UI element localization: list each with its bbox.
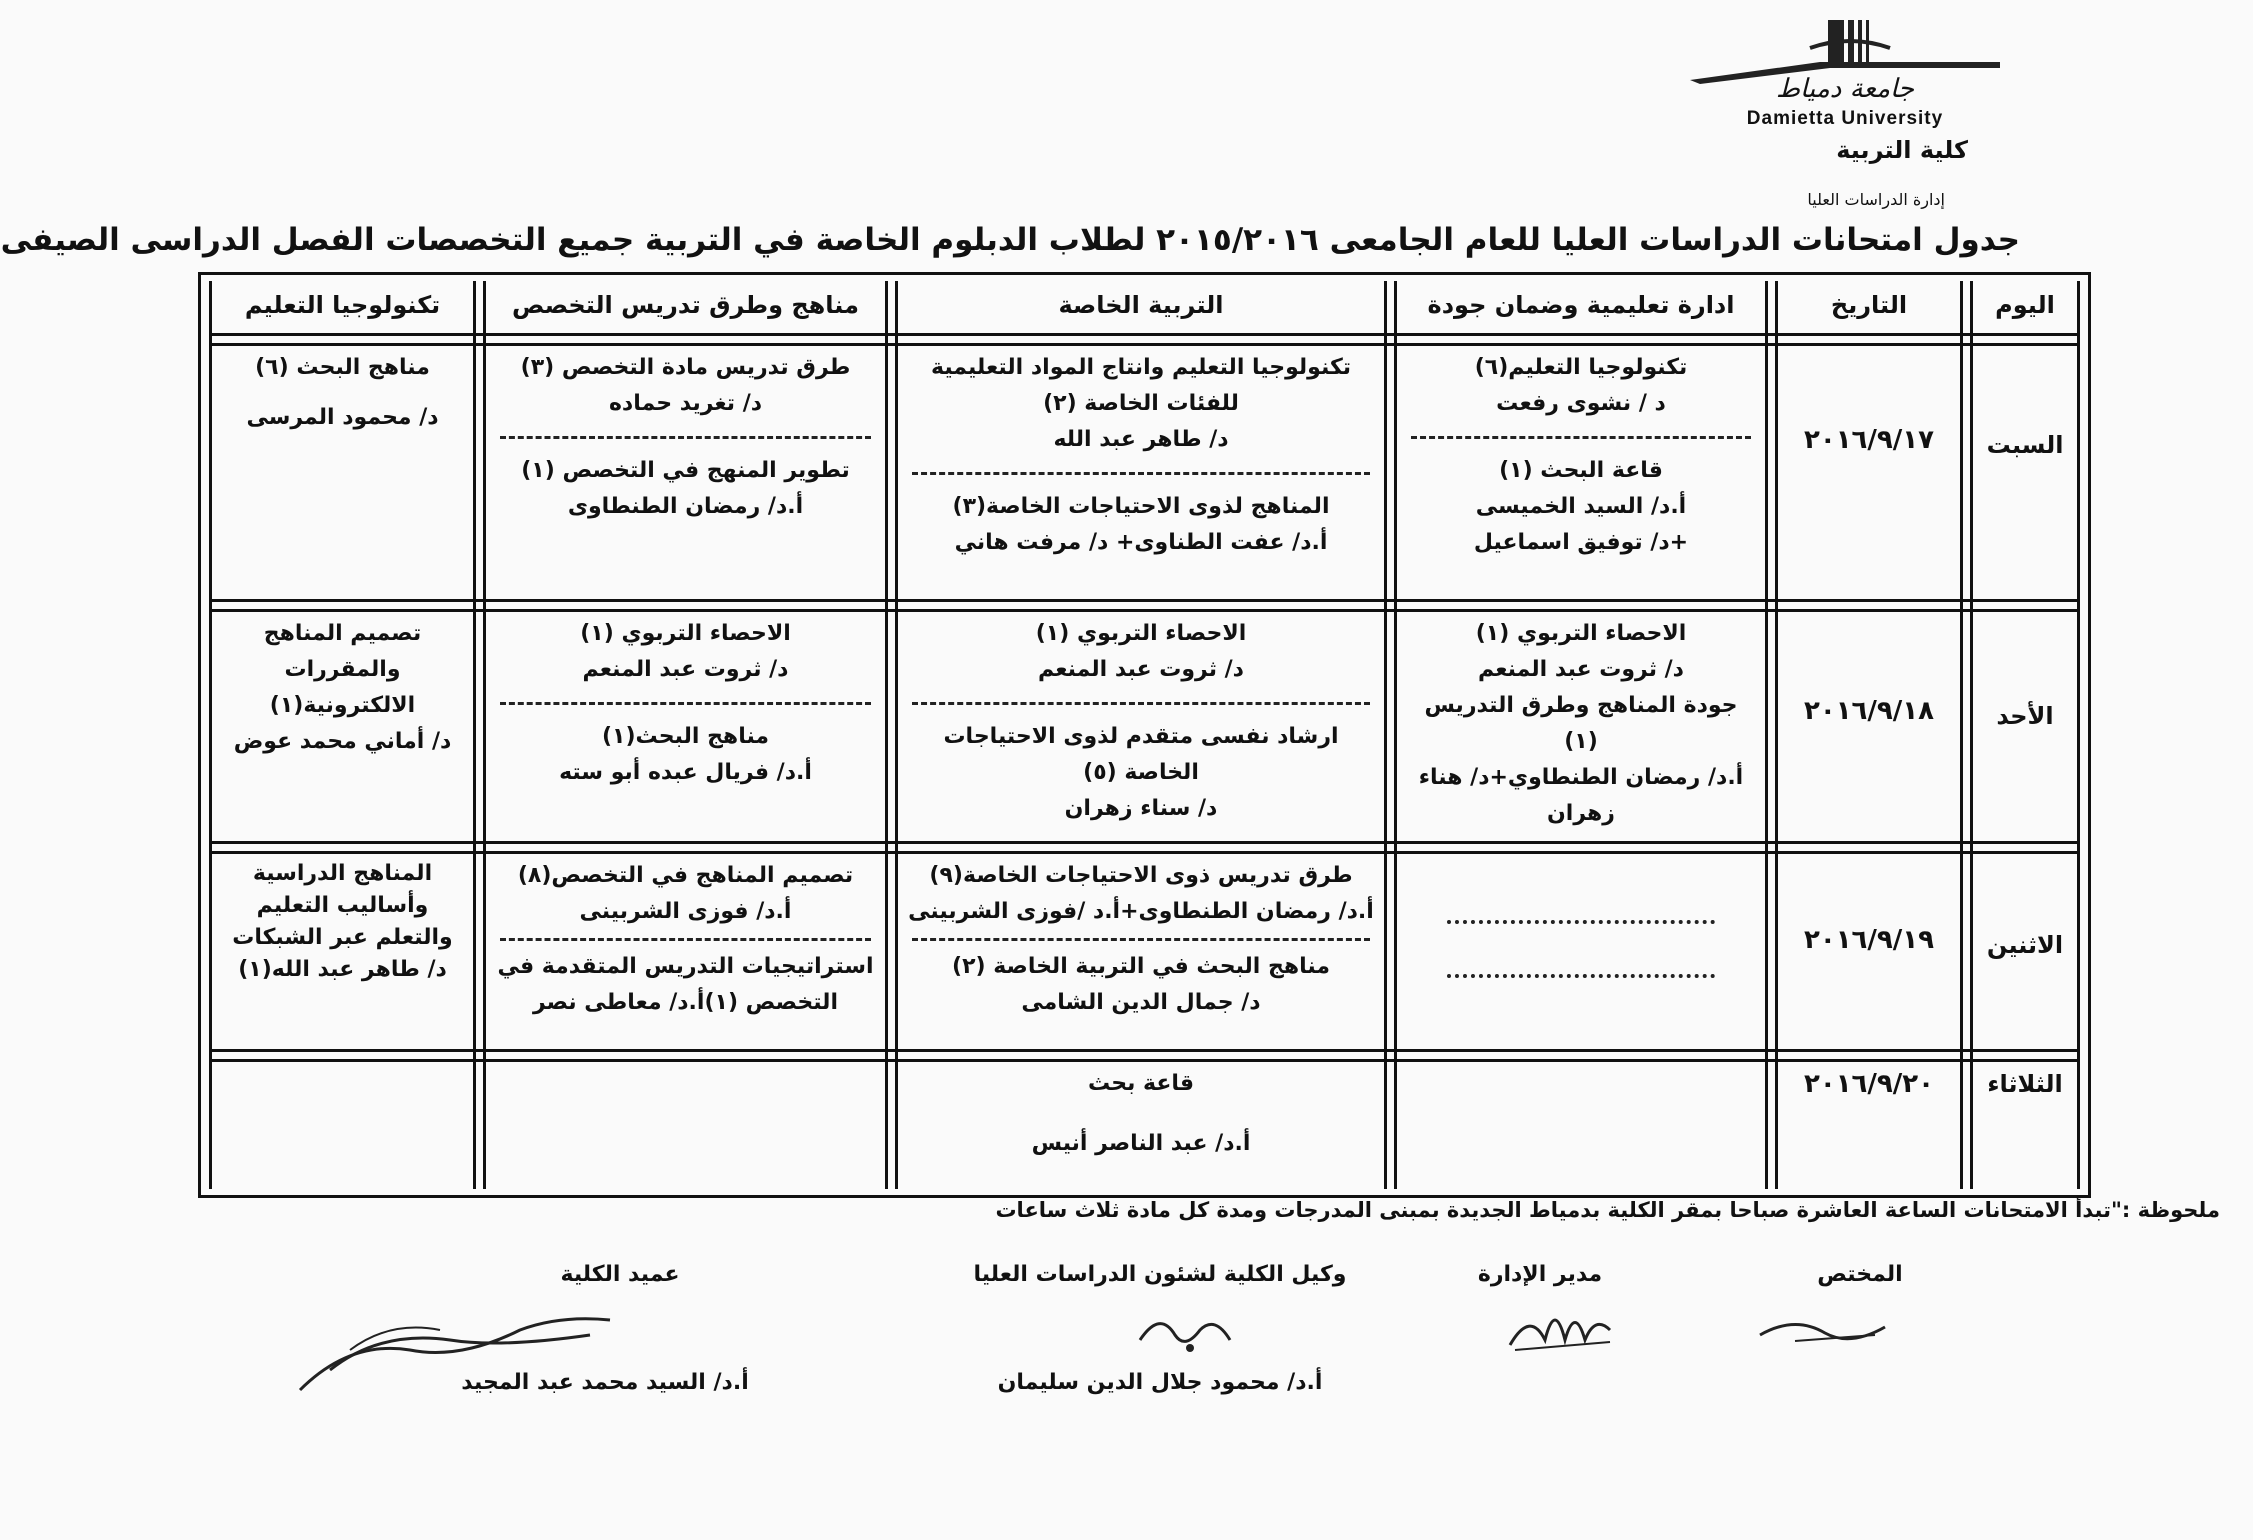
divider — [1411, 436, 1751, 439]
exam-subject: تصميم المناهج في التخصص(٨) — [517, 863, 854, 888]
exam-subject: مناهج البحث(١) — [601, 724, 770, 749]
dean-title: عميد الكلية — [560, 1262, 680, 1287]
dean-signature-icon — [290, 1300, 620, 1410]
exam-instructor: +د/ توفيق اسماعيل — [1473, 530, 1689, 555]
exam-instructor: أ.د/ فريال عبده أبو سته — [559, 760, 812, 785]
university-logo — [1690, 14, 2000, 129]
logo-arabic-text: جامعة دمياط — [1776, 74, 1914, 104]
header-day: اليوم — [1995, 291, 2055, 319]
exam-note: ملحوظة :"تبدأ الامتحانات الساعة العاشرة صباحا بمقر الكلية بدمياط الجديدة بمبنى المدرجات ومدة كل مادة ثلاث ساعات — [995, 1198, 2220, 1222]
divider — [912, 702, 1370, 705]
day-tuesday: الثلاثاء — [1987, 1070, 2063, 1098]
exam-cell — [212, 612, 473, 841]
exam-instructor: أ.د/ رمضان الطنطاوى+أ.د /فوزى الشربينى — [908, 899, 1374, 924]
vice-dean-title: وكيل الكلية لشئون الدراسات العليا — [973, 1262, 1347, 1287]
exam-cell — [212, 346, 473, 599]
exam-cell-empty — [486, 1062, 885, 1189]
divider — [500, 938, 871, 941]
exam-cell-empty — [1397, 1062, 1765, 1189]
day-monday: الاثنين — [1986, 931, 2064, 959]
exam-cell — [1397, 612, 1765, 841]
day-saturday: السبت — [1986, 431, 2064, 459]
exam-subject: تكنولوجيا التعليم وانتاج المواد التعليمية للفئات الخاصة (٢) — [930, 355, 1351, 416]
exam-instructor: أ.د/ عفت الطناوى+ د/ مرفت هاني — [954, 530, 1328, 555]
header-date: التاريخ — [1830, 291, 1908, 319]
exam-instructor: أ.د/ عبد الناصر أنيس — [1031, 1131, 1251, 1156]
page-title: جدول امتحانات الدراسات العليا للعام الجامعى ٢٠١٥/٢٠١٦ لطلاب الدبلوم الخاصة في التربية جميع التخصصات الفصل الدراسى الصيفى — [0, 222, 2020, 258]
exam-instructor: د/ طاهر عبد الله(١) — [238, 957, 447, 982]
exam-subject: تصميم المناهج والمقررات الالكترونية(١) — [263, 621, 422, 718]
exam-cell-empty — [1397, 854, 1765, 1049]
exam-subject: طرق تدريس ذوى الاحتياجات الخاصة(٩) — [929, 863, 1353, 888]
divider — [500, 436, 871, 439]
day-sunday: الأحد — [1996, 702, 2054, 730]
specialist-title: المختص — [1817, 1262, 1903, 1287]
exam-cell — [898, 1062, 1384, 1189]
exam-subject: مناهج البحث (٦) — [255, 355, 430, 380]
exam-cell — [486, 854, 885, 1049]
exam-subject: المناهج الدراسية وأساليب التعليم والتعلم عبر الشبكات — [232, 861, 453, 950]
specialist-signature-icon — [1755, 1305, 1895, 1355]
exam-instructor: د/ ثروت عبد المنعم — [582, 657, 789, 682]
exam-instructor: د/ محمود المرسى — [246, 405, 439, 430]
vice-dean-name: أ.د/ محمود جلال الدين سليمان — [997, 1370, 1323, 1395]
exam-cell — [212, 854, 473, 1049]
exam-instructor: أ.د/ فوزى الشربينى — [579, 899, 792, 924]
exam-cell — [486, 346, 885, 599]
exam-instructor: د/ سناء زهران — [1064, 796, 1218, 821]
exam-cell — [898, 854, 1384, 1049]
header-quality-management: ادارة تعليمية وضمان جودة — [1427, 291, 1735, 319]
header-education-technology: تكنولوجيا التعليم — [244, 291, 441, 319]
department-name: إدارة الدراسات العليا — [1807, 190, 1945, 209]
header-special-education: التربية الخاصة — [1058, 291, 1224, 319]
exam-instructor: د/ تغريد حماده — [608, 391, 763, 416]
exam-cell — [486, 612, 885, 841]
divider — [912, 472, 1370, 475]
logo-english-text: Damietta University — [1746, 108, 1944, 129]
vice-dean-signature-icon — [1130, 1300, 1240, 1360]
exam-subject: قاعة بحث — [1087, 1071, 1195, 1096]
exam-subject: جودة المناهج وطرق التدريس (١) — [1424, 693, 1738, 754]
exam-subject: تكنولوجيا التعليم(٦) — [1474, 355, 1688, 380]
exam-cell-empty — [212, 1062, 473, 1189]
exam-subject: مناهج البحث في التربية الخاصة (٢) — [952, 954, 1330, 979]
exam-cell — [1397, 346, 1765, 599]
header-curricula-methods: مناهج وطرق تدريس التخصص — [512, 291, 859, 319]
exam-subject: الاحصاء التربوي (١) — [1035, 621, 1247, 646]
exam-subject: استراتيجيات التدريس المتقدمة في التخصص (١)أ.د/ معاطى نصر — [497, 954, 874, 1015]
faculty-name: كلية التربية — [1836, 136, 1968, 164]
exam-subject: قاعة البحث (١) — [1499, 458, 1663, 483]
exam-cell — [898, 346, 1384, 599]
schedule-table — [198, 272, 2091, 1198]
exam-instructor: د/ ثروت عبد المنعم — [1038, 657, 1244, 682]
blank-line — [1447, 974, 1715, 978]
exam-subject: الاحصاء التربوي (١) — [580, 621, 791, 646]
exam-instructor: أ.د/ رمضان الطنطاوى — [567, 494, 804, 519]
date-sunday: ٢٠١٦/٩/١٨ — [1803, 696, 1935, 726]
director-title: مدير الإدارة — [1477, 1262, 1603, 1287]
exam-instructor: د/ ثروت عبد المنعم — [1478, 657, 1684, 682]
exam-cell — [898, 612, 1384, 841]
dean-name: أ.د/ السيد محمد عبد المجيد — [461, 1370, 749, 1395]
date-tuesday: ٢٠١٦/٩/٢٠ — [1803, 1069, 1935, 1099]
exam-instructor: د/ جمال الدين الشامى — [1021, 990, 1261, 1015]
exam-instructor: د/ طاهر عبد الله — [1053, 427, 1229, 452]
director-signature-icon — [1500, 1290, 1620, 1360]
exam-instructor: أ.د/ رمضان الطنطاوي+د/ هناء زهران — [1418, 765, 1744, 826]
exam-subject: طرق تدريس مادة التخصص (٣) — [520, 355, 851, 380]
divider — [500, 702, 871, 705]
date-monday: ٢٠١٦/٩/١٩ — [1803, 925, 1935, 955]
date-saturday: ٢٠١٦/٩/١٧ — [1803, 425, 1935, 455]
blank-line — [1447, 920, 1715, 924]
exam-subject: المناهج لذوى الاحتياجات الخاصة(٣) — [952, 494, 1330, 519]
exam-instructor: د/ أماني محمد عوض — [233, 729, 452, 754]
divider — [912, 938, 1370, 941]
exam-subject: ارشاد نفسى متقدم لذوى الاحتياجات الخاصة (٥) — [943, 724, 1339, 785]
exam-instructor: أ.د/ السيد الخميسى — [1475, 494, 1687, 519]
exam-subject: تطوير المنهج في التخصص (١) — [521, 458, 850, 483]
exam-subject: الاحصاء التربوي (١) — [1475, 621, 1687, 646]
exam-instructor: د / نشوى رفعت — [1496, 391, 1666, 416]
